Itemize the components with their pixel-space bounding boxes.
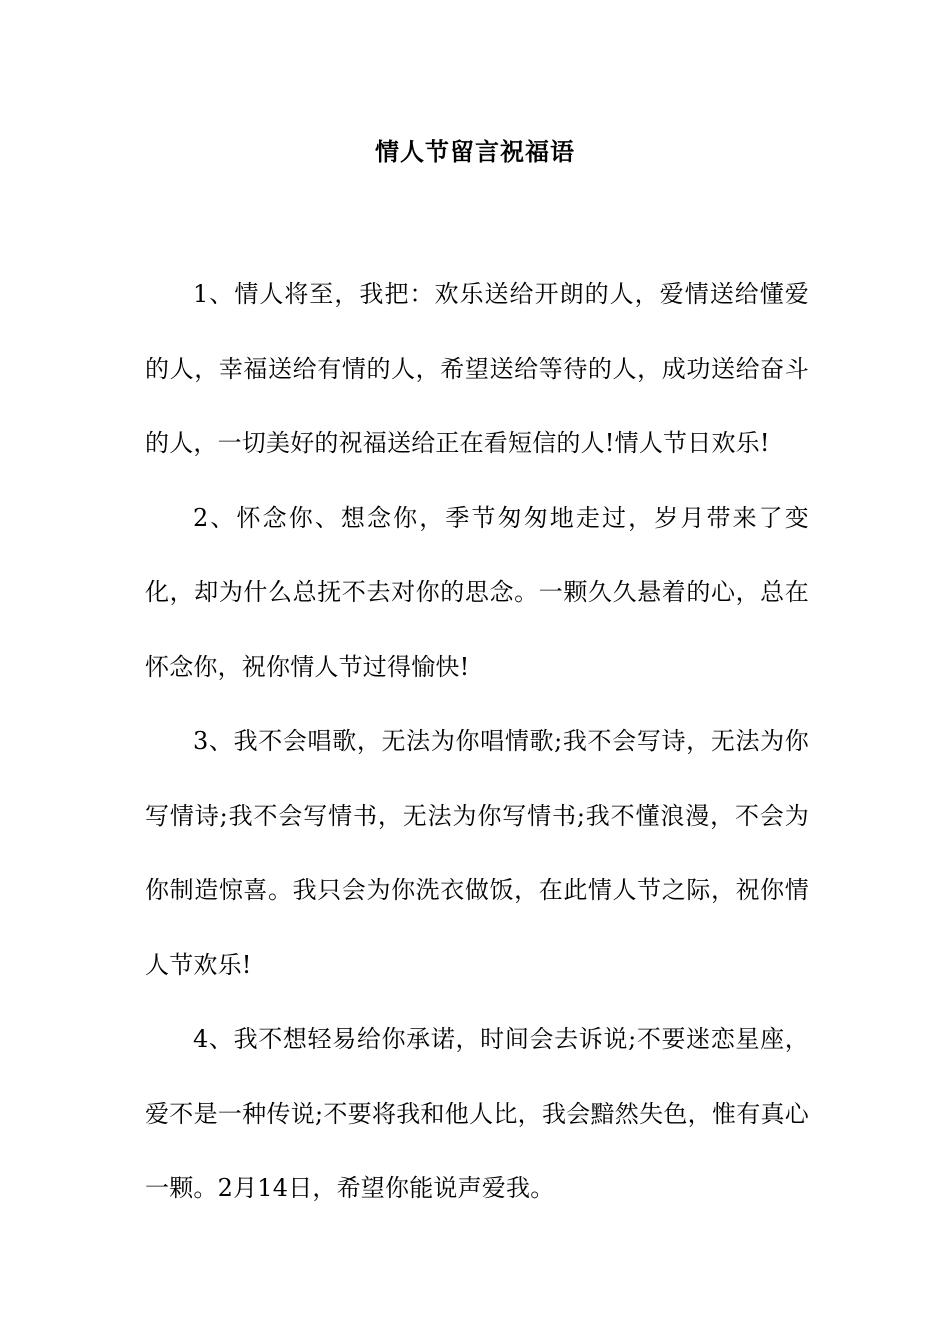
paragraph-1: 1、情人将至，我把：欢乐送给开朗的人，爱情送给懂爱的人，幸福送给有情的人，希望送给等待的人，成功送给奋斗的人，一切美好的祝福送给正在看短信的人!情人节日欢乐! [145,280,809,457]
paragraph-2: 2、怀念你、想念你，季节匆匆地走过，岁月带来了变化，却为什么总抚不去对你的思念。一颗久久悬着的心，总在怀念你，祝你情人节过得愉快! [145,503,809,681]
paragraph-3: 3、我不会唱歌，无法为你唱情歌;我不会写诗，无法为你写情诗;我不会写情书，无法为你写情书;我不懂浪漫，不会为你制造惊喜。我只会为你洗衣做饭，在此情人节之际，祝你情人节欢乐! [145,727,809,979]
paragraph-4: 4、我不想轻易给你承诺，时间会去诉说;不要迷恋星座，爱不是一种传说;不要将我和他人比，我会黯然失色，惟有真心一颗。2月14日，希望你能说声爱我。 [145,1025,809,1202]
document-body [145,257,809,1226]
document-title: 情人节留言祝福语 [375,138,575,166]
